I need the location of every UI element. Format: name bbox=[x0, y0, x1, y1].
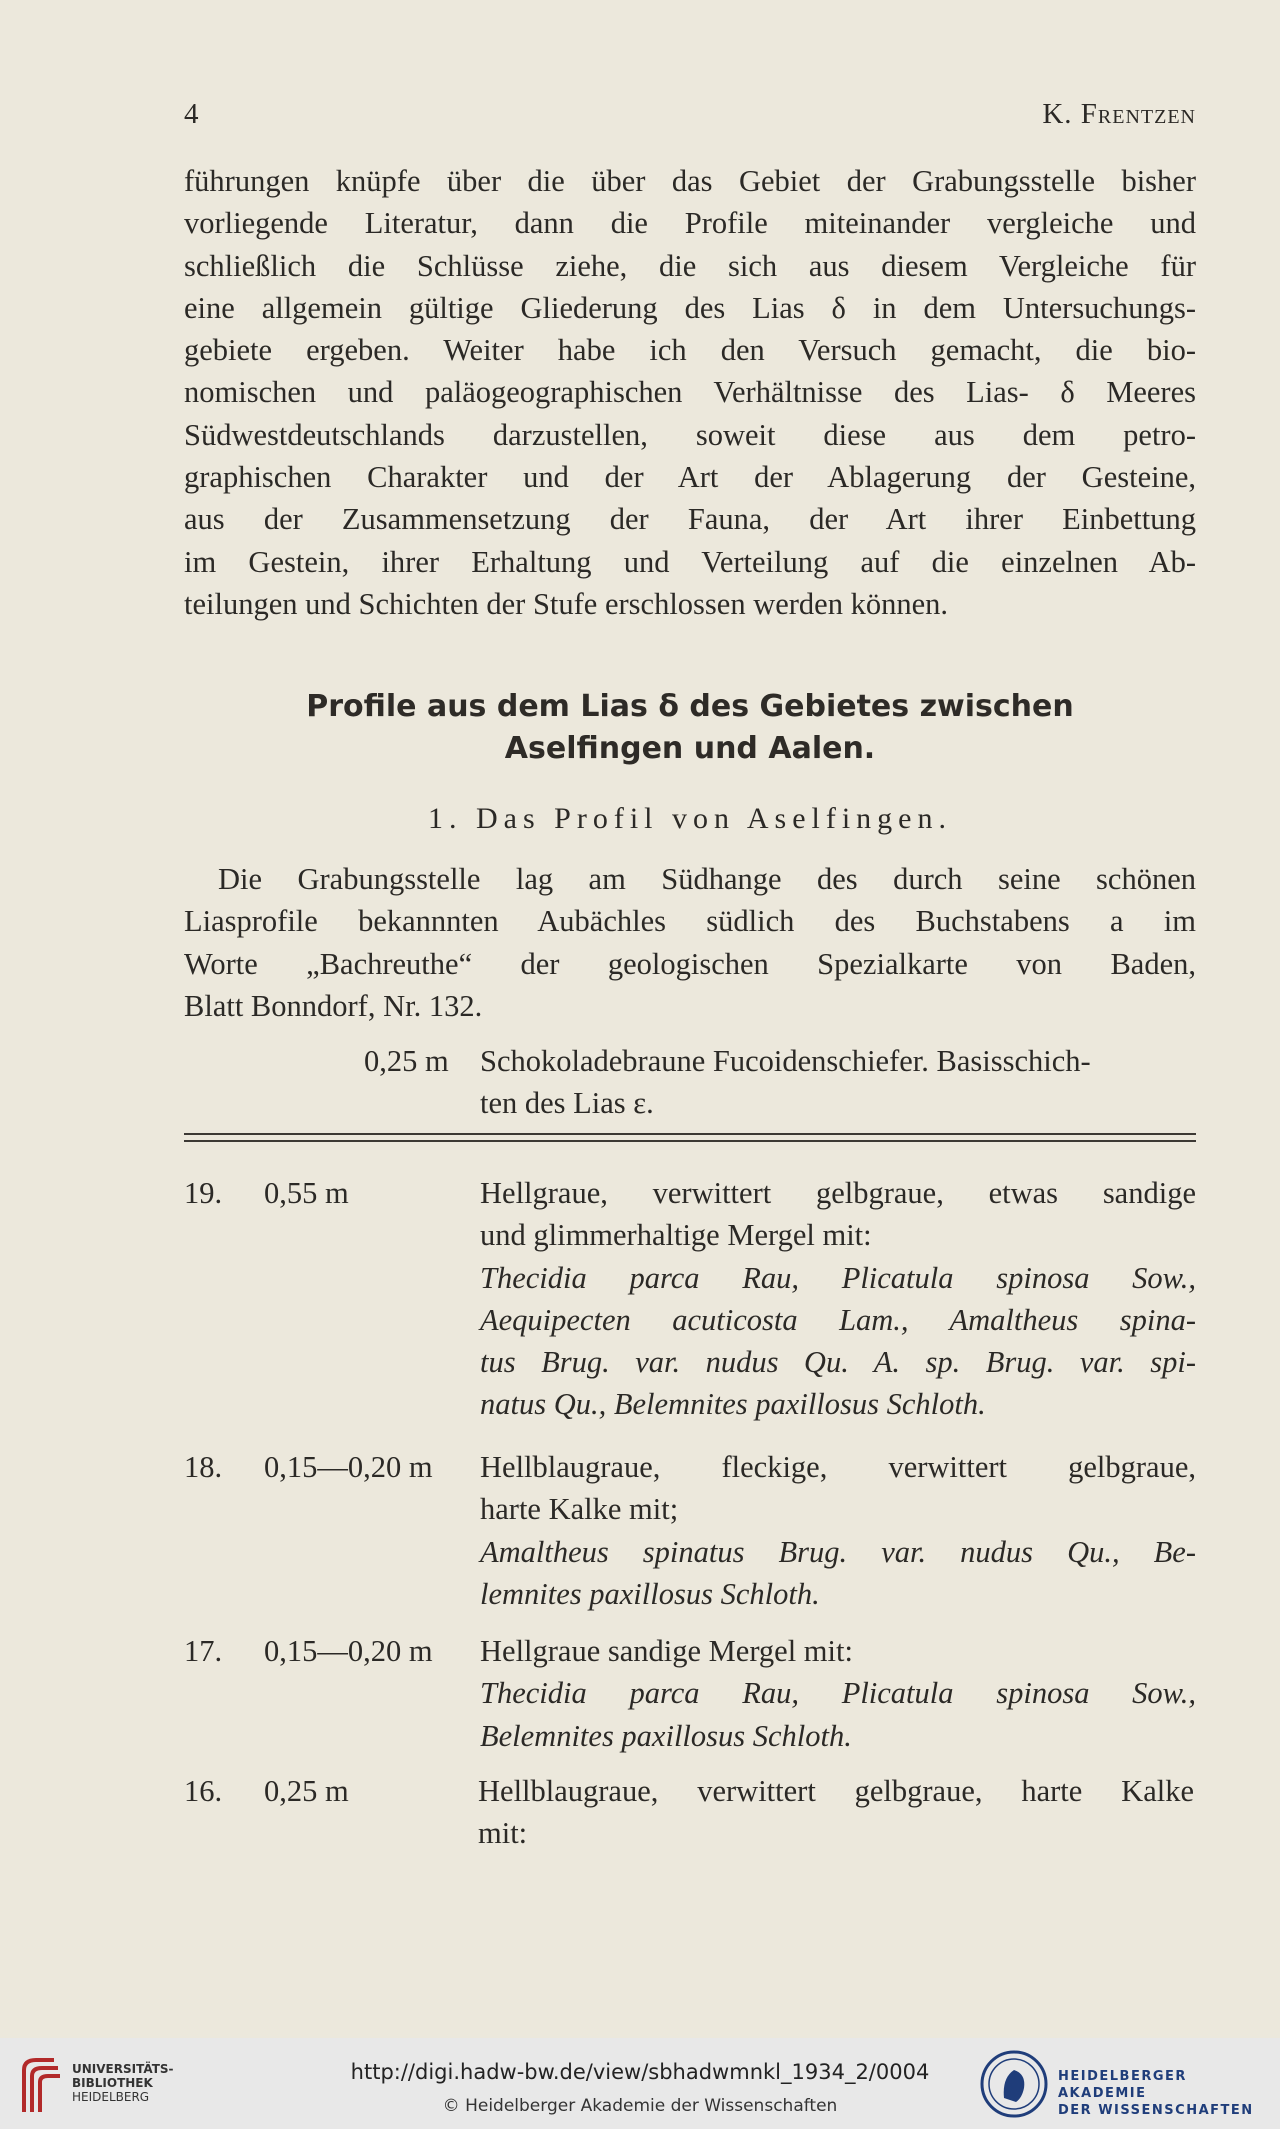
layer-thickness: 0,25 m bbox=[364, 1044, 449, 1078]
fossil-list-line: lemnites paxillosus Schloth. bbox=[480, 1576, 820, 1611]
viewer-footer bbox=[0, 2038, 1280, 2129]
layer-description bbox=[480, 1172, 1196, 1426]
academy-logo[interactable] bbox=[978, 2048, 1268, 2120]
text-line: Liasprofile bekannnten Aubächles südlich des Buchstabens a im bbox=[184, 904, 1196, 939]
layer-entry-17 bbox=[184, 1630, 1196, 1762]
academy-logo-text: HEIDELBERGER AKADEMIE bbox=[1058, 2069, 1187, 2101]
layer-number: 16. bbox=[184, 1774, 223, 1808]
layer-entry-16 bbox=[184, 1770, 1196, 1860]
layer-description bbox=[480, 1446, 1196, 1615]
text-line: im Gestein, ihrer Erhaltung und Verteilung auf die einzelnen Ab- bbox=[184, 544, 1196, 579]
fossil-list-line: Amaltheus spinatus Brug. var. nudus Qu., Be- bbox=[480, 1534, 1196, 1569]
running-header bbox=[184, 98, 1196, 138]
layer-entry-19 bbox=[184, 1172, 1196, 1432]
fossil-list-line: Belemnites paxillosus Schloth. bbox=[480, 1718, 852, 1753]
layer-description-line: Schokoladebraune Fucoidenschiefer. Basisschich- bbox=[480, 1044, 1091, 1078]
text-line: Blatt Bonndorf, Nr. 132. bbox=[184, 988, 483, 1023]
layer-description-line: und glimmerhaltige Mergel mit: bbox=[480, 1218, 872, 1253]
section-heading-line: Aselfingen und Aalen. bbox=[504, 731, 876, 766]
text-line: Südwestdeutschlands darzustellen, soweit diese aus dem petro- bbox=[184, 417, 1196, 452]
ub-logo-text: HEIDELBERG bbox=[72, 2090, 150, 2104]
layer-thickness: 0,15—0,20 m bbox=[264, 1634, 433, 1668]
layer-description-line: harte Kalke mit; bbox=[480, 1492, 679, 1527]
ub-logo-text: UNIVERSITÄTS- bbox=[72, 2062, 174, 2076]
layer-number: 17. bbox=[184, 1634, 223, 1668]
layer-number: 18. bbox=[184, 1450, 223, 1484]
top-layer bbox=[184, 1040, 1196, 1130]
text-line: gebiete ergeben. Weiter habe ich den Versuch gemacht, die bio- bbox=[184, 333, 1196, 368]
layer-description bbox=[478, 1770, 1194, 1855]
double-rule-bottom bbox=[184, 1140, 1196, 1142]
layer-thickness: 0,25 m bbox=[264, 1774, 349, 1808]
text-line: graphischen Charakter und der Art der Ablagerung der Gesteine, bbox=[184, 460, 1196, 495]
text-line: führungen knüpfe über die über das Gebiet der Grabungsstelle bisher bbox=[184, 164, 1196, 198]
fossil-list-line: Aequipecten acuticosta Lam., Amaltheus spina- bbox=[480, 1302, 1196, 1337]
text-line: aus der Zusammensetzung der Fauna, der Art ihrer Einbettung bbox=[184, 502, 1196, 537]
text-line: teilungen und Schichten der Stufe erschlossen werden können. bbox=[184, 586, 948, 621]
layer-thickness: 0,15—0,20 m bbox=[264, 1450, 433, 1484]
running-author: K. Frentzen bbox=[1042, 98, 1196, 130]
layer-description-line: ten des Lias ε. bbox=[480, 1086, 654, 1121]
academy-seal-icon bbox=[978, 2048, 1050, 2120]
text-line: nomischen und paläogeographischen Verhältnisse des Lias- δ Meeres bbox=[184, 375, 1196, 410]
layer-description-line: Hellgraue sandige Mergel mit: bbox=[480, 1634, 853, 1668]
fossil-list-line: Thecidia parca Rau, Plicatula spinosa Sow., bbox=[480, 1260, 1196, 1295]
page-number: 4 bbox=[184, 98, 199, 130]
layer-description-line: mit: bbox=[478, 1816, 528, 1851]
text-line: Worte „Bachreuthe“ der geologischen Spezialkarte von Baden, bbox=[184, 946, 1196, 981]
fossil-list-line: natus Qu., Belemnites paxillosus Schloth. bbox=[480, 1387, 986, 1422]
fossil-list-line: Thecidia parca Rau, Plicatula spinosa Sow., bbox=[480, 1676, 1196, 1711]
double-rule-top bbox=[184, 1133, 1196, 1135]
location-paragraph bbox=[184, 858, 1196, 1027]
layer-thickness: 0,55 m bbox=[264, 1176, 349, 1210]
academy-logo-text: DER WISSENSCHAFTEN bbox=[1058, 2103, 1254, 2118]
layer-number: 19. bbox=[184, 1176, 223, 1210]
copyright-notice: © Heidelberger Akademie der Wissenschaften bbox=[442, 2096, 838, 2116]
layer-entry-18 bbox=[184, 1446, 1196, 1622]
layer-description bbox=[480, 1630, 1196, 1757]
layer-description-line: Hellgraue, verwittert gelbgraue, etwas sandige bbox=[480, 1176, 1196, 1210]
permalink-url[interactable]: http://digi.hadw-bw.de/view/sbhadwmnkl_1934_2/0004 bbox=[350, 2060, 930, 2084]
fossil-list-line: tus Brug. var. nudus Qu. A. sp. Brug. var. spi- bbox=[480, 1345, 1196, 1380]
section-heading bbox=[184, 686, 1196, 770]
text-line: Die Grabungsstelle lag am Südhange des durch seine schönen bbox=[218, 862, 1196, 896]
ub-logo-text: BIBLIOTHEK bbox=[72, 2076, 153, 2090]
section-heading-line: Profile aus dem Lias δ des Gebietes zwischen bbox=[306, 689, 1074, 724]
subsection-heading: 1. Das Profil von Aselfingen. bbox=[428, 802, 952, 835]
text-line: vorliegende Literatur, dann die Profile miteinander vergleiche und bbox=[184, 206, 1196, 241]
layer-description-line: Hellblaugraue, fleckige, verwittert gelbgraue, bbox=[480, 1450, 1196, 1484]
layer-description-line: Hellblaugraue, verwittert gelbgraue, harte Kalke bbox=[478, 1774, 1194, 1808]
intro-paragraph bbox=[184, 160, 1196, 625]
text-line: eine allgemein gültige Gliederung des Lias δ in dem Untersuchungs- bbox=[184, 290, 1196, 325]
text-line: schließlich die Schlüsse ziehe, die sich aus diesem Vergleiche für bbox=[184, 248, 1196, 283]
